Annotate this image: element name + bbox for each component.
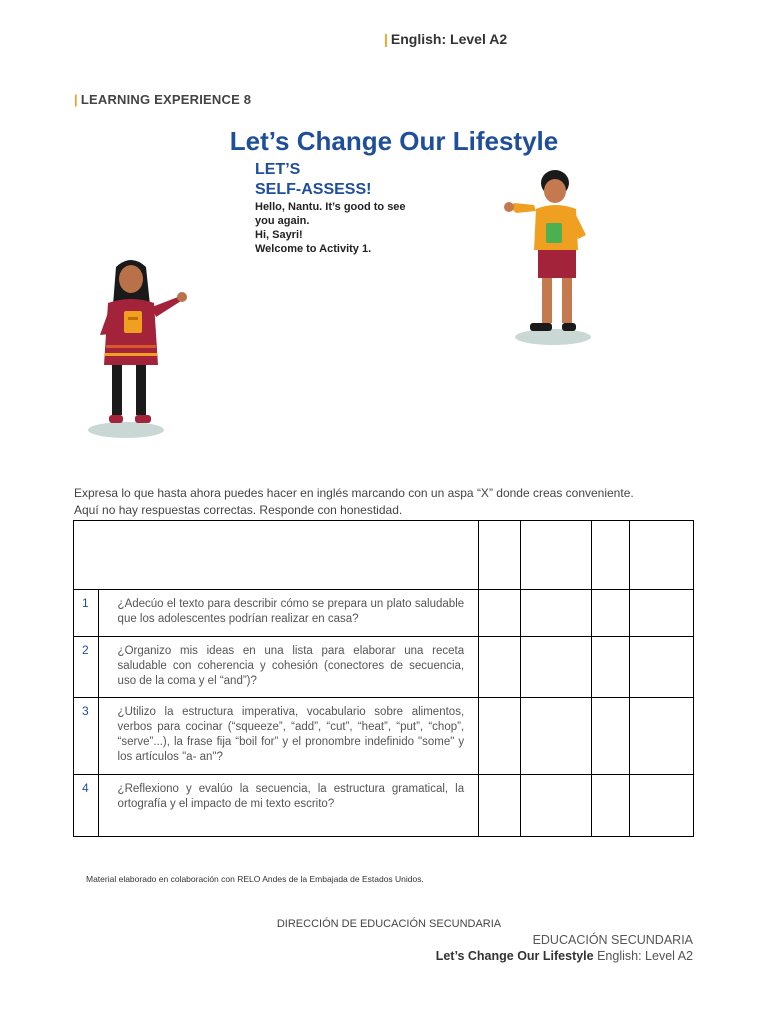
instructions-line1: Expresa lo que hasta ahora puedes hacer en inglés marcando con un aspa “X” donde creas conveniente. xyxy=(74,486,634,500)
row-number: 4 xyxy=(74,775,99,837)
footer-level-text: English: Level A2 xyxy=(597,949,693,963)
boy-illustration xyxy=(498,165,598,350)
row-number: 1 xyxy=(74,590,99,637)
table-row xyxy=(74,590,694,637)
mark-cell[interactable] xyxy=(591,637,629,698)
mark-cell[interactable] xyxy=(629,698,693,775)
row-number: 2 xyxy=(74,637,99,698)
header-cell xyxy=(591,521,629,590)
footer-line1: EDUCACIÓN SECUNDARIA xyxy=(532,933,693,947)
dialogue-line: Hi, Sayri! xyxy=(255,229,303,241)
row-statement: ¿Reflexiono y evalúo la secuencia, la estructura gramatical, la ortografía y el impacto de mi texto escrito? xyxy=(98,775,479,837)
mark-cell[interactable] xyxy=(479,637,521,698)
dialogue-line: Welcome to Activity 1. xyxy=(255,243,372,255)
dialogue xyxy=(255,200,435,256)
mark-cell[interactable] xyxy=(521,637,592,698)
footer-level-block xyxy=(436,932,693,964)
mark-cell[interactable] xyxy=(479,590,521,637)
instructions-line2: Aquí no hay respuestas correctas. Responde con honestidad. xyxy=(74,503,403,517)
girl-illustration xyxy=(86,255,196,440)
footer-title: Let’s Change Our Lifestyle xyxy=(435,949,594,963)
learning-experience-text: LEARNING EXPERIENCE 8 xyxy=(80,92,252,107)
row-number: 3 xyxy=(74,698,99,775)
self-assessment-table xyxy=(73,520,694,837)
instructions xyxy=(74,485,714,519)
row-statement: ¿Organizo mis ideas en una lista para elaborar una receta saludable con coherencia y cohesión (conectores de secuencia, uso de la coma y el “and”)? xyxy=(98,637,479,698)
mark-cell[interactable] xyxy=(479,698,521,775)
header-cell xyxy=(629,521,693,590)
header-level-text: English: Level A2 xyxy=(390,31,508,47)
table-row xyxy=(74,775,694,837)
mark-cell[interactable] xyxy=(521,775,592,837)
header-cell xyxy=(479,521,521,590)
mark-cell[interactable] xyxy=(591,698,629,775)
header-cell xyxy=(521,521,592,590)
footer-line2 xyxy=(436,948,693,964)
mark-cell[interactable] xyxy=(591,590,629,637)
row-statement: ¿Adecúo el texto para describir cómo se prepara un plato saludable que los adolescentes podrían realizar en casa? xyxy=(98,590,479,637)
mark-cell[interactable] xyxy=(521,590,592,637)
self-assess-heading xyxy=(255,160,371,200)
learning-experience-label xyxy=(74,92,251,107)
self-assess-line2: SELF-ASSESS! xyxy=(255,181,372,198)
table-header-row xyxy=(74,521,694,590)
mark-cell[interactable] xyxy=(591,775,629,837)
mark-cell[interactable] xyxy=(629,590,693,637)
mark-cell[interactable] xyxy=(479,775,521,837)
self-assess-line1: LET’S xyxy=(255,161,301,178)
accent-bar: | xyxy=(74,92,78,107)
mark-cell[interactable] xyxy=(629,637,693,698)
mark-cell[interactable] xyxy=(629,775,693,837)
footer-department: DIRECCIÓN DE EDUCACIÓN SECUNDARIA xyxy=(276,918,502,930)
page-title: Let’s Change Our Lifestyle xyxy=(229,126,559,156)
header-level xyxy=(384,31,507,47)
table-row xyxy=(74,637,694,698)
header-cell xyxy=(74,521,479,590)
dialogue-line: you again. xyxy=(255,215,310,227)
accent-bar: | xyxy=(384,31,388,47)
table-row xyxy=(74,698,694,775)
credit-note: Material elaborado en colaboración con RELO Andes de la Embajada de Estados Unidos. xyxy=(86,874,424,884)
dialogue-line: Hello, Nantu. It’s good to see xyxy=(255,201,406,213)
mark-cell[interactable] xyxy=(521,698,592,775)
row-statement: ¿Utilizo la estructura imperativa, vocabulario sobre alimentos, verbos para cocinar (“squeeze”, “add”, “cut”, “heat”, “put”, “chop”, “serve”...), la frase fija “boil for” y el pronombre indefinido "some" y los artículos "a- an"? xyxy=(98,698,479,775)
